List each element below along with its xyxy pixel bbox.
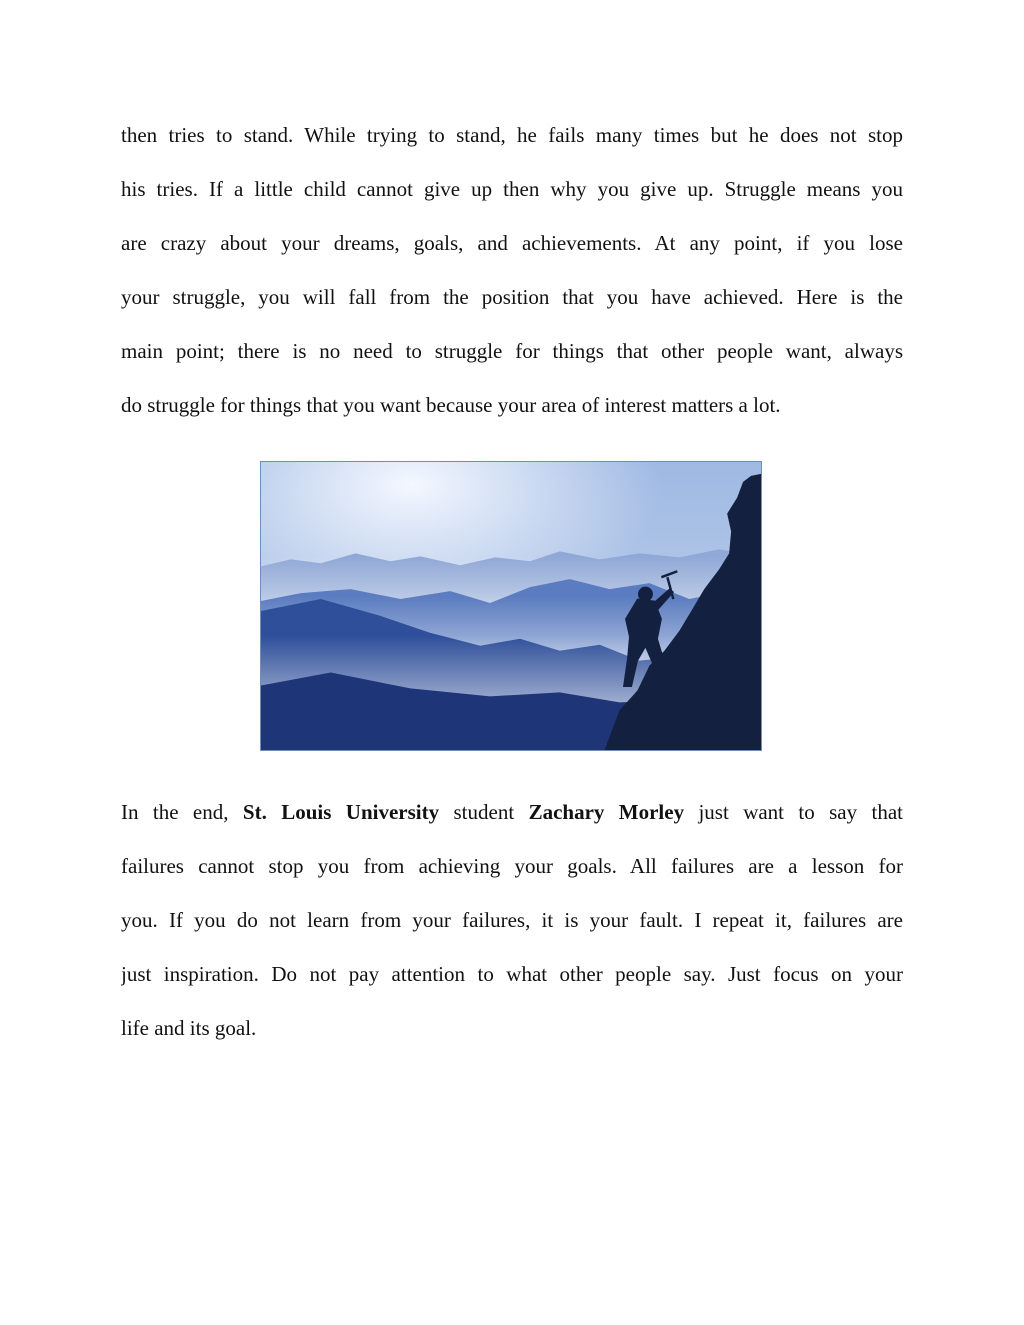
- mountain-climber-icon: [261, 462, 761, 750]
- paragraph-line: failures cannot stop you from achieving your goals. All failures are a lesson for: [121, 854, 903, 878]
- paragraph-line: are crazy about your dreams, goals, and achievements. At any point, if you lose: [121, 231, 903, 255]
- paragraph-line: main point; there is no need to struggle for things that other people want, always: [121, 339, 903, 363]
- paragraph-line: just inspiration. Do not pay attention to what other people say. Just focus on your: [121, 962, 903, 986]
- paragraph-line: life and its goal.: [121, 1016, 257, 1040]
- text-run: just want to say that: [684, 800, 903, 824]
- paragraph-line: you. If you do not learn from your failures, it is your fault. I repeat it, failures are: [121, 908, 903, 932]
- paragraph-2: [121, 785, 903, 1055]
- paragraph-line: [121, 785, 903, 839]
- paragraph-1: [121, 108, 903, 432]
- paragraph-line: your struggle, you will fall from the position that you have achieved. Here is the: [121, 285, 903, 309]
- text-run: student: [439, 800, 529, 824]
- paragraph-line: his tries. If a little child cannot give up then why you give up. Struggle means you: [121, 177, 903, 201]
- university-name: St. Louis University: [242, 800, 440, 824]
- text-run: In the end,: [121, 800, 243, 824]
- student-name: Zachary Morley: [528, 800, 685, 824]
- paragraph-line: do struggle for things that you want because your area of interest matters a lot.: [121, 393, 781, 417]
- mountain-climber-image: [260, 461, 762, 751]
- paragraph-line: then tries to stand. While trying to stand, he fails many times but he does not stop: [121, 123, 903, 147]
